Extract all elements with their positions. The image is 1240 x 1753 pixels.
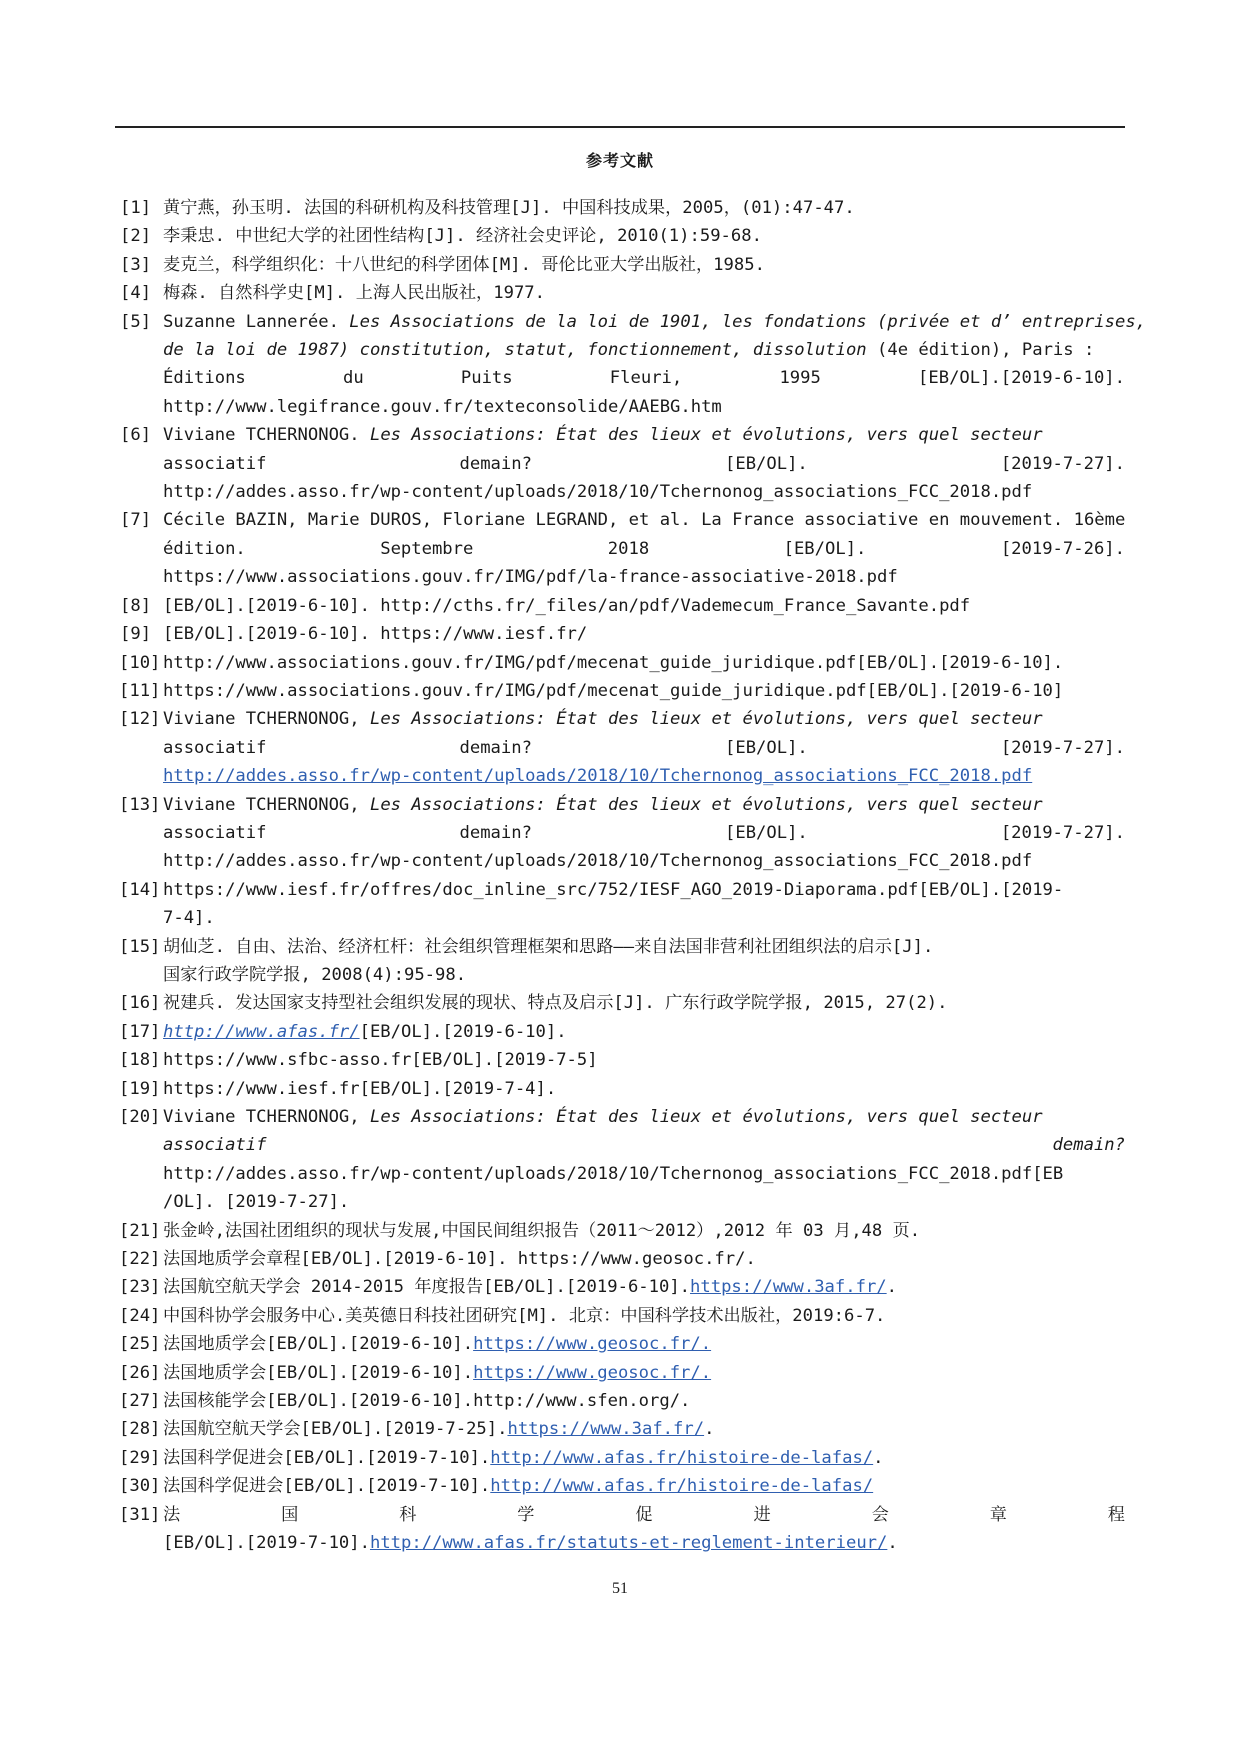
reference-text: Viviane TCHERNONOG.: [163, 425, 370, 446]
reference-number: [27]: [119, 1391, 161, 1412]
reference-link[interactable]: http://addes.asso.fr/wp-content/uploads/2018/10/Tchernonog_associations_FCC_2018.pdf: [163, 766, 1033, 787]
reference-line: [163, 762, 1125, 790]
reference-text: .: [886, 1277, 897, 1298]
reference-line: [163, 421, 1125, 449]
reference-text: http://www.associations.gouv.fr/IMG/pdf/mecenat_guide_juridique.pdf[EB/OL].[2019-6-10].: [163, 652, 1064, 673]
reference-item: [120, 1302, 1125, 1330]
reference-link[interactable]: https://www.geosoc.fr/.: [473, 1334, 712, 1355]
reference-number: [19]: [119, 1078, 161, 1099]
reference-item: [120, 677, 1125, 705]
reference-number: [1]: [120, 198, 152, 218]
reference-line: [163, 1302, 1125, 1330]
reference-number: [26]: [119, 1362, 161, 1383]
reference-number: [6]: [120, 425, 152, 446]
reference-text: 法国地质学会[EB/OL].[2019-6-10].: [163, 1362, 474, 1383]
reference-line: [163, 1273, 1125, 1301]
reference-number: [17]: [119, 1021, 161, 1042]
reference-line: [163, 1529, 1125, 1557]
reference-text: 法国航空航天学会[EB/OL].[2019-7-25].: [163, 1419, 508, 1440]
reference-text: [EB/OL].[2019-6-10]. https://www.iesf.fr/: [163, 624, 588, 645]
reference-link[interactable]: http://www.afas.fr/statuts-et-reglement-interieur/: [369, 1533, 888, 1554]
reference-item: [120, 1415, 1125, 1443]
reference-text: 李秉忠. 中世纪大学的社团性结构[J]. 经济社会史评论, 2010(1):59-68.: [163, 226, 762, 247]
reference-number: [24]: [119, 1305, 161, 1326]
reference-line: [163, 478, 1125, 506]
reference-text: 7-4].: [163, 908, 215, 929]
reference-text: .: [704, 1419, 715, 1440]
reference-text: https://www.iesf.fr[EB/OL].[2019-7-4].: [163, 1078, 557, 1099]
reference-item: [120, 279, 1125, 307]
reference-line: [163, 251, 1125, 279]
reference-line: [163, 535, 1125, 563]
reference-line: [163, 1188, 1125, 1216]
reference-list: [119, 194, 1147, 1558]
page-number: 51: [612, 1580, 628, 1597]
reference-link[interactable]: http://www.afas.fr/histoire-de-lafas/: [490, 1476, 874, 1497]
reference-line: [163, 393, 1125, 421]
reference-line: [163, 734, 1125, 762]
reference-item: [120, 1330, 1125, 1358]
reference-text: 胡仙芝. 自由、法治、经济杠杆：社会组织管理框架和思路——来自法国非营利社团组织法的启示[J].: [163, 936, 934, 957]
reference-text: 法国地质学会[EB/OL].[2019-6-10].: [163, 1334, 474, 1355]
reference-line: [163, 1131, 1125, 1159]
reference-line: [163, 1217, 1125, 1245]
reference-text: https://www.iesf.fr/offres/doc_inline_src/752/IESF_AGO_2019-Diaporama.pdf[EB/OL].[2019-: [163, 879, 1064, 900]
reference-text: 黄宁燕，孙玉明. 法国的科研机构及科技管理[J]. 中国科技成果，2005，(01):47-47.: [163, 198, 855, 218]
reference-text: 法国科学促进会[EB/OL].[2019-7-10].: [163, 1476, 491, 1497]
reference-line: [163, 961, 1125, 989]
header-rule: [115, 126, 1125, 128]
reference-item: [120, 620, 1125, 648]
reference-text: 法国航空航天学会 2014-2015 年度报告[EB/OL].[2019-6-10].: [163, 1277, 691, 1298]
reference-text: Les Associations: État des lieux et évolutions, vers quel secteur: [369, 709, 1043, 730]
reference-line: [163, 876, 1125, 904]
reference-line: [163, 791, 1125, 819]
reference-line: [163, 1046, 1125, 1074]
reference-text: Éditions du Puits Fleuri, 1995 [EB/OL].[2019-6-10].: [163, 368, 1125, 389]
reference-number: [2]: [120, 226, 152, 247]
reference-item: [120, 1046, 1125, 1074]
reference-line: [163, 933, 1125, 961]
reference-number: [21]: [119, 1220, 161, 1241]
reference-number: [18]: [119, 1050, 161, 1071]
reference-line: [163, 1103, 1125, 1131]
reference-text: Viviane TCHERNONOG,: [163, 709, 370, 730]
reference-line: [163, 592, 1125, 620]
reference-text: Les Associations: État des lieux et évolutions, vers quel secteur: [369, 425, 1043, 446]
reference-item: [120, 649, 1125, 677]
reference-number: [3]: [120, 254, 152, 275]
reference-line: [163, 1359, 1125, 1387]
reference-item: [120, 506, 1125, 591]
reference-text: [EB/OL].[2019-7-10].: [163, 1533, 370, 1554]
section-heading: 参考文献: [585, 151, 654, 170]
reference-number: [22]: [119, 1249, 161, 1270]
reference-text: 法 国 科 学 促 进 会 章 程: [163, 1504, 1125, 1525]
reference-text: 法国科学促进会[EB/OL].[2019-7-10].: [163, 1447, 491, 1468]
reference-item: [120, 421, 1125, 506]
reference-item: [120, 308, 1147, 422]
reference-item: [120, 1217, 1125, 1245]
reference-number: [23]: [119, 1277, 161, 1298]
reference-text: .: [873, 1447, 884, 1468]
reference-item: [120, 1018, 1125, 1046]
reference-text: Les Associations de la loi de 1901, les fondations (privée et d’ entreprises,: [349, 311, 1147, 332]
reference-number: [16]: [119, 993, 161, 1014]
reference-text: 法国核能学会[EB/OL].[2019-6-10].http://www.sfen.org/.: [163, 1391, 691, 1412]
reference-number: [20]: [119, 1107, 161, 1127]
reference-number: [29]: [119, 1447, 161, 1468]
reference-item: [120, 1245, 1125, 1273]
reference-line: [163, 847, 1125, 875]
reference-text: 中国科协学会服务中心.美英德日科技社团研究[M]. 北京：中国科学技术出版社，2019:6-7.: [163, 1305, 886, 1326]
reference-number: [8]: [120, 595, 152, 616]
reference-link[interactable]: http://www.afas.fr/histoire-de-lafas/: [490, 1447, 874, 1468]
reference-text: https://www.sfbc-asso.fr[EB/OL].[2019-7-5]: [163, 1050, 598, 1071]
reference-number: [9]: [120, 624, 152, 645]
reference-line: [163, 677, 1125, 705]
reference-text: de la loi de 1987) constitution, statut, fonctionnement, dissolution: [163, 340, 867, 361]
reference-line: [163, 450, 1125, 478]
reference-text: Suzanne Lannerée.: [163, 311, 350, 332]
reference-text: 祝建兵. 发达国家支持型社会组织发展的现状、特点及启示[J]. 广东行政学院学报, 2015, 27(2).: [163, 993, 948, 1014]
reference-text: http://www.legifrance.gouv.fr/texteconsolide/AAEBG.htm: [163, 396, 722, 417]
reference-line: [163, 1160, 1125, 1188]
reference-line: [163, 1415, 1125, 1443]
reference-number: [10]: [119, 652, 161, 673]
reference-item: [120, 222, 1125, 250]
reference-line: [163, 819, 1125, 847]
reference-text: Viviane TCHERNONOG,: [163, 794, 370, 815]
reference-item: [120, 933, 1125, 990]
reference-link[interactable]: http://www.afas.fr/: [163, 1021, 360, 1042]
reference-text: associatif demain? [EB/OL]. [2019-7-27].: [163, 453, 1125, 474]
reference-item: [120, 1075, 1125, 1103]
reference-number: [12]: [119, 709, 161, 730]
reference-text: associatif demain? [EB/OL]. [2019-7-27].: [163, 822, 1125, 843]
reference-line: [163, 1018, 1125, 1046]
reference-item: [120, 1501, 1125, 1558]
reference-text: http://addes.asso.fr/wp-content/uploads/2018/10/Tchernonog_associations_FCC_2018.pdf[EB: [163, 1163, 1064, 1184]
reference-line: [163, 279, 1125, 307]
reference-text: [EB/OL].[2019-6-10].: [359, 1021, 567, 1042]
reference-number: [15]: [119, 936, 161, 957]
reference-text: 张金岭,法国社团组织的现状与发展,中国民间组织报告（2011～2012）,2012 年 03 月,48 页.: [163, 1220, 921, 1241]
reference-text: 国家行政学院学报, 2008(4):95-98.: [163, 964, 467, 985]
reference-text: http://addes.asso.fr/wp-content/uploads/2018/10/Tchernonog_associations_FCC_2018.pdf: [163, 851, 1033, 872]
reference-text: .: [887, 1533, 898, 1554]
reference-item: [120, 876, 1125, 933]
reference-text: [EB/OL].[2019-6-10]. http://cths.fr/_files/an/pdf/Vademecum_France_Savante.pdf: [163, 595, 971, 616]
reference-link[interactable]: https://www.3af.fr/: [690, 1277, 887, 1298]
reference-line: [163, 1330, 1125, 1358]
reference-item: [120, 705, 1125, 790]
reference-number: [13]: [119, 794, 161, 815]
reference-number: [28]: [119, 1419, 161, 1440]
reference-text: édition. Septembre 2018 [EB/OL]. [2019-7-26].: [163, 538, 1125, 559]
reference-text: /OL]. [2019-7-27].: [163, 1192, 350, 1213]
reference-link[interactable]: https://www.3af.fr/: [507, 1419, 705, 1440]
reference-line: [163, 506, 1125, 534]
reference-number: [7]: [120, 510, 152, 531]
reference-line: [163, 194, 1125, 222]
reference-line: [163, 308, 1147, 336]
reference-number: [11]: [119, 680, 161, 701]
reference-line: [163, 563, 1125, 591]
reference-line: [163, 1444, 1125, 1472]
reference-text: http://addes.asso.fr/wp-content/uploads/2018/10/Tchernonog_associations_FCC_2018.pdf: [163, 482, 1033, 503]
reference-item: [120, 1359, 1125, 1387]
reference-text: https://www.associations.gouv.fr/IMG/pdf/la-france-associative-2018.pdf: [163, 567, 898, 588]
reference-text: Les Associations: État des lieux et évolutions, vers quel secteur: [369, 794, 1043, 815]
reference-item: [120, 592, 1125, 620]
reference-line: [163, 989, 1125, 1017]
reference-line: [163, 1075, 1125, 1103]
reference-number: [4]: [120, 283, 152, 304]
reference-line: [163, 1472, 1125, 1500]
reference-text: 法国地质学会章程[EB/OL].[2019-6-10]. https://www.geosoc.fr/.: [163, 1249, 756, 1270]
reference-line: [163, 620, 1125, 648]
reference-text: Les Associations: État des lieux et évolutions, vers quel secteur: [369, 1107, 1043, 1127]
reference-number: [25]: [119, 1334, 161, 1355]
reference-item: [120, 1444, 1125, 1472]
reference-item: [120, 989, 1125, 1017]
reference-item: [120, 1472, 1125, 1500]
reference-number: [31]: [119, 1504, 161, 1525]
reference-item: [120, 1103, 1125, 1217]
reference-item: [120, 791, 1125, 876]
reference-line: [163, 1501, 1125, 1529]
reference-line: [163, 904, 1125, 932]
reference-line: [163, 1245, 1125, 1273]
reference-line: [163, 1387, 1125, 1415]
reference-line: [163, 364, 1125, 392]
reference-line: [163, 222, 1125, 250]
reference-text: 麦克兰，科学组织化：十八世纪的科学团体[M]. 哥伦比亚大学出版社，1985.: [163, 254, 765, 275]
reference-text: Viviane TCHERNONOG,: [163, 1107, 370, 1127]
reference-text: 梅森. 自然科学史[M]. 上海人民出版社，1977.: [163, 283, 545, 304]
reference-text: Cécile BAZIN, Marie DUROS, Floriane LEGRAND, et al. La France associative en mouvement. 16ème: [163, 510, 1126, 531]
reference-item: [120, 251, 1125, 279]
reference-line: [163, 649, 1125, 677]
reference-text: associatif demain?: [163, 1135, 1125, 1156]
reference-line: [163, 336, 1125, 364]
reference-line: [163, 705, 1125, 733]
reference-text: https://www.associations.gouv.fr/IMG/pdf/mecenat_guide_juridique.pdf[EB/OL].[2019-6-10]: [163, 680, 1064, 701]
reference-number: [30]: [119, 1476, 161, 1497]
reference-number: [14]: [119, 879, 161, 900]
reference-text: (4e édition), Paris :: [866, 340, 1095, 361]
reference-number: [5]: [120, 311, 152, 332]
reference-link[interactable]: https://www.geosoc.fr/.: [473, 1362, 712, 1383]
reference-text: associatif demain? [EB/OL]. [2019-7-27].: [163, 737, 1125, 758]
reference-item: [120, 194, 1125, 222]
reference-item: [120, 1273, 1125, 1301]
reference-item: [120, 1387, 1125, 1415]
